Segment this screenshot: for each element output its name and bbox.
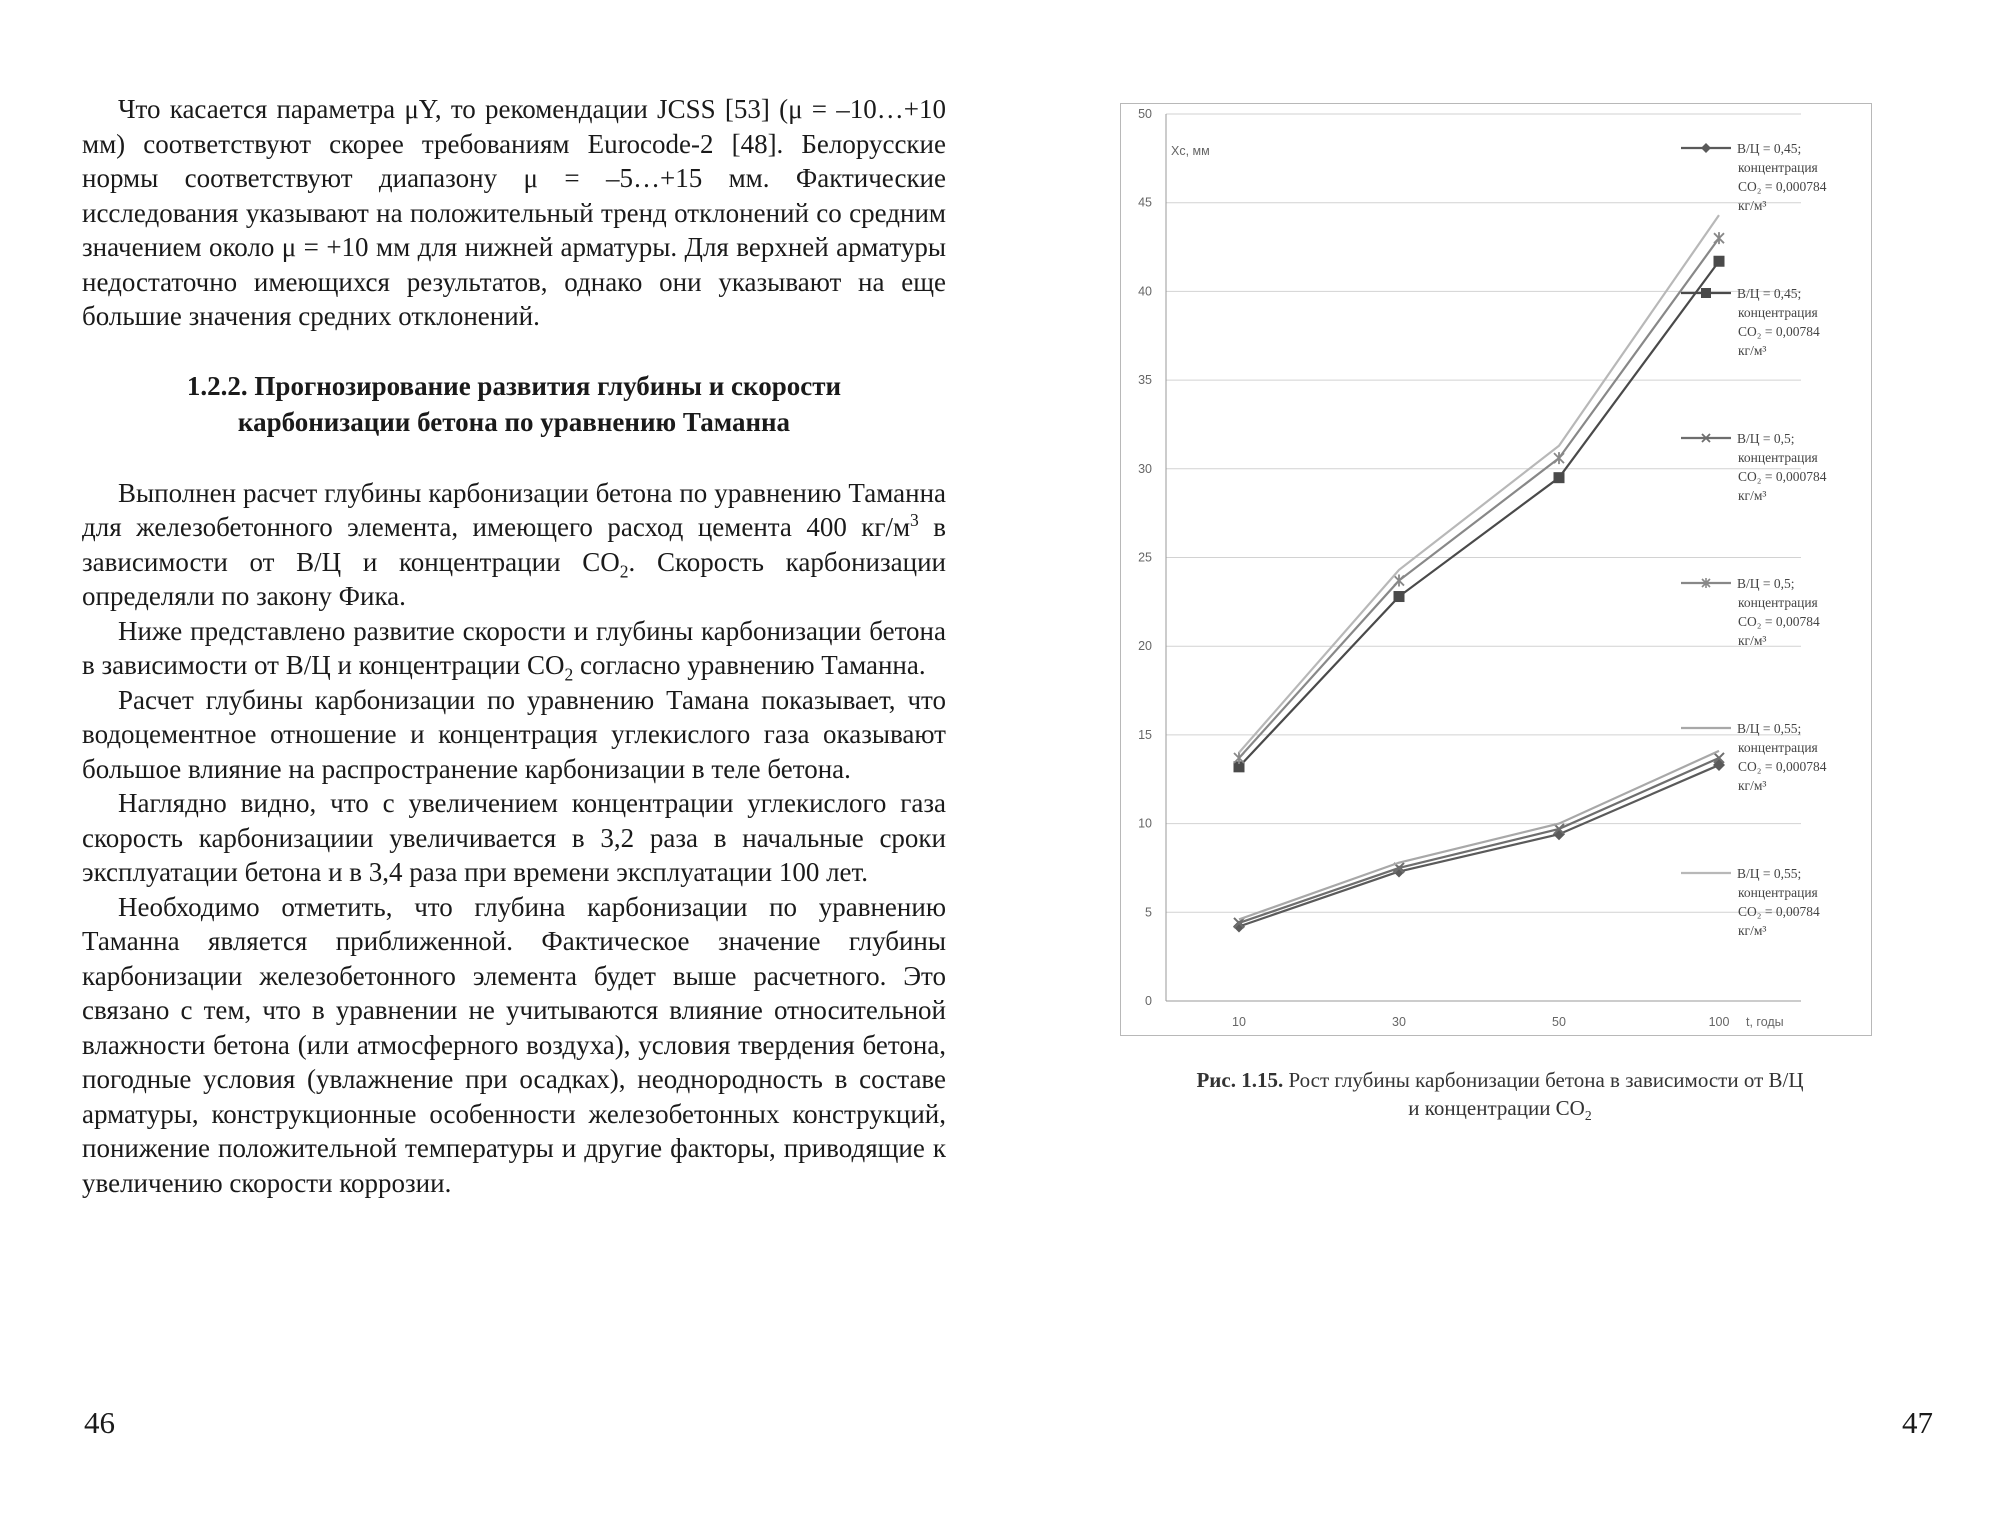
legend-text: CO₂ = 0,000784 (1738, 759, 1827, 774)
data-point (1554, 452, 1564, 464)
legend-text: кг/м³ (1738, 778, 1767, 793)
data-point (1394, 575, 1404, 587)
x-tick-label: 10 (1232, 1015, 1246, 1029)
legend-text: CO₂ = 0,00784 (1738, 614, 1820, 629)
y-tick-label: 25 (1138, 550, 1152, 565)
legend-text: кг/м³ (1738, 633, 1767, 648)
paragraph-4: Расчет глубины карбонизации по уравнению Тамана показывает, что водоцементное отношение и концентрация углекислого газа оказывают большое влияние на распространение карбонизации в теле бетона. (82, 684, 946, 784)
p2-mid: в зависимости от В/Ц и концентрации CO (82, 512, 946, 577)
y-tick-label: 20 (1138, 639, 1152, 654)
paragraph-5: Наглядно видно, что с увеличением концентрации углекислого газа скорость карбонизациии увеличивается в 3,2 раза в начальные сроки эксплуатации бетона и в 3,4 раза при времени эксплуатации 100 лет. (82, 788, 946, 887)
series-line (1239, 215, 1719, 753)
p3-after: согласно уравнению Таманна. (573, 650, 926, 680)
y-tick-label: 5 (1145, 905, 1152, 920)
legend-text: В/Ц = 0,5; (1737, 431, 1795, 446)
y-tick-label: 45 (1138, 195, 1152, 210)
legend-text: кг/м³ (1738, 343, 1767, 358)
y-tick-label: 10 (1138, 816, 1152, 831)
data-point (1234, 752, 1244, 764)
legend-marker (1701, 288, 1711, 298)
legend-text: CO₂ = 0,000784 (1738, 469, 1827, 484)
page-number-left: 46 (84, 1405, 115, 1440)
figure-caption (1130, 1066, 1870, 1122)
caption-text-2: и концентрации CO (1408, 1096, 1585, 1120)
paragraph-3 (82, 614, 946, 683)
p2-sup: 3 (910, 510, 919, 530)
y-axis-label: Xc, мм (1171, 144, 1210, 158)
series-line (1239, 238, 1719, 758)
paragraph-6: Необходимо отметить, что глубина карбонизации по уравнению Таманна является приближенной. Фактическое значение глубины карбонизации железобетонного элемента будет выше расчетного. Это связано с тем, что в уравнении не учитываются влияние относительной влажности бетона (или атмосферного воздуха), условия твердения бетона, погодные условия (увлажнение при осадках), неоднородность в составе арматуры, конструкционные особенности железобетонных конструкций, понижение положительной температуры и другие факторы, приводящие к увеличению скорости коррозии. (82, 891, 946, 1198)
caption-sub: 2 (1584, 1108, 1592, 1124)
legend-text: В/Ц = 0,5; (1737, 576, 1795, 591)
legend-marker (1701, 143, 1711, 153)
legend-text: CO₂ = 0,00784 (1738, 324, 1820, 339)
y-tick-label: 0 (1145, 994, 1152, 1008)
section-heading (82, 368, 946, 440)
y-tick-label: 35 (1138, 373, 1152, 388)
text-column (82, 92, 946, 1200)
x-tick-label: 50 (1552, 1015, 1566, 1029)
y-tick-label: 30 (1138, 461, 1152, 476)
paragraph-1: Что касается параметра μY, то рекомендации JCSS [53] (μ = –10…+10 мм) соответствуют скорее требованиям Eurocode-2 [48]. Белорусские нормы соответствуют диапазону μ = –5…+15 мм. Фактические исследования указывают на положительный тренд отклонений со средним значением около μ = +10 мм для нижней арматуры. Для верхней арматуры недостаточно имеющихся результатов, однако они указывают на еще большие значения средних отклонений. (82, 94, 946, 331)
caption-label: Рис. 1.15. (1196, 1068, 1284, 1092)
p2-after: . Скорость карбонизации определяли по закону Фика. (82, 546, 947, 611)
legend-text: В/Ц = 0,45; (1737, 141, 1802, 156)
heading-line-1: 1.2.2. Прогнозирование развития глубины и скорости (186, 370, 842, 401)
caption-text-1: Рост глубины карбонизации бетона в зависимости от В/Ц (1283, 1068, 1804, 1092)
data-point (1714, 232, 1724, 244)
y-tick-label: 40 (1138, 284, 1152, 299)
x-tick-label: 100 (1708, 1015, 1730, 1029)
legend-text: концентрация (1738, 885, 1818, 900)
legend-text: кг/м³ (1738, 923, 1767, 938)
legend-text: CO₂ = 0,000784 (1738, 179, 1827, 194)
data-point (1394, 591, 1405, 602)
legend-text: концентрация (1738, 450, 1818, 465)
legend-text: CO₂ = 0,00784 (1738, 904, 1820, 919)
chart-svg (1121, 104, 1873, 1037)
legend-text: концентрация (1738, 160, 1818, 175)
legend-text: В/Ц = 0,45; (1737, 286, 1802, 301)
legend-text: концентрация (1738, 305, 1818, 320)
chart-figure (1120, 103, 1872, 1036)
legend-text: В/Ц = 0,55; (1737, 866, 1802, 881)
legend-text: кг/м³ (1738, 488, 1767, 503)
p3-before: Ниже представлено развитие скорости и глубины карбонизации бетона в зависимости от В/Ц и концентрации CO (82, 615, 946, 680)
y-tick-label: 50 (1138, 107, 1152, 121)
heading-line-2: карбонизации бетона по уравнению Таманна (237, 406, 791, 437)
data-point (1554, 472, 1565, 483)
p2-sub: 2 (619, 560, 629, 581)
data-point (1714, 256, 1725, 267)
p3-sub: 2 (564, 664, 574, 685)
paragraph-2 (82, 476, 946, 614)
x-axis-label: t, годы (1746, 1015, 1784, 1029)
p2-before: Выполнен расчет глубины карбонизации бетона по уравнению Таманна для железобетонного элемента, имеющего расход цемента 400 кг/м (82, 477, 946, 542)
legend-text: концентрация (1738, 595, 1818, 610)
legend-text: кг/м³ (1738, 198, 1767, 213)
legend-text: В/Ц = 0,55; (1737, 721, 1802, 736)
x-tick-label: 30 (1392, 1015, 1406, 1029)
page-number-right: 47 (1902, 1405, 1933, 1440)
series-line (1239, 751, 1719, 920)
y-tick-label: 15 (1138, 727, 1152, 742)
legend-text: концентрация (1738, 740, 1818, 755)
